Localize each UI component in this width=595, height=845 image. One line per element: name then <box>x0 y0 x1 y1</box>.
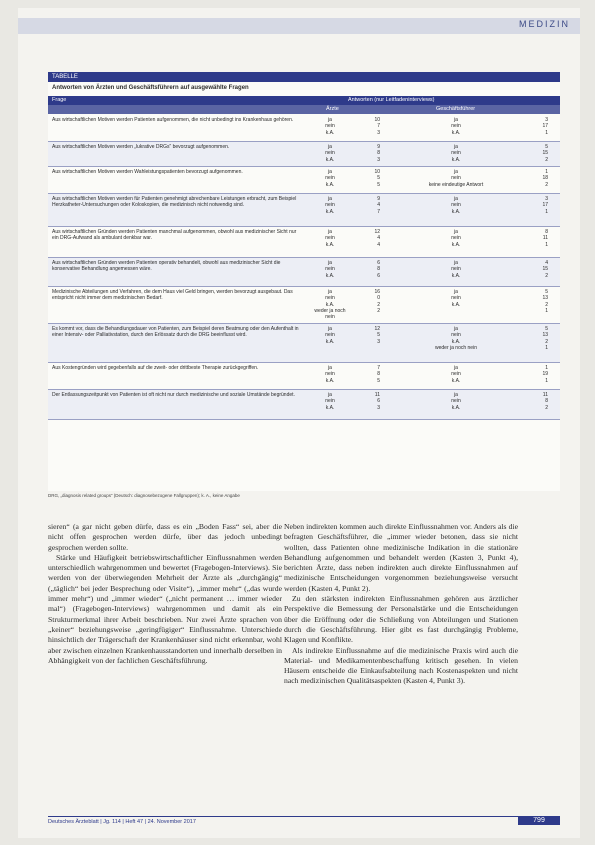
column-header-gf: Geschäftsführer <box>436 106 476 112</box>
question-cell: Aus wirtschaftlichen Gründen werden Patienten operativ behandelt, obwohl aus medizinischer Sicht die konservative Behandlung angemessen wäre. <box>52 260 281 273</box>
aerzte-answer-labels: ja nein k.A. <box>325 196 335 215</box>
gf-answer-labels: ja nein k.A. <box>451 144 461 163</box>
body-column-right <box>284 522 518 687</box>
gf-answer-labels: ja nein k.A. weder ja noch nein <box>435 326 477 351</box>
aerzte-answer-labels: ja nein k.A. <box>325 229 335 248</box>
question-cell: Aus wirtschaftlichen Gründen werden Patienten manchmal aufgenommen, obwohl aus medizinischer Sicht nur ein DRG-Aufwand als ambulant denkbar war. <box>52 229 297 242</box>
aerzte-answer-labels: ja nein k.A. <box>325 365 335 384</box>
gf-answer-counts: 5 13 2 1 <box>542 289 548 314</box>
question-cell: Aus wirtschaftlichen Motiven werden „lukrative DRGs“ bevorzugt aufgenommen. <box>52 144 230 150</box>
table-row <box>48 390 560 420</box>
gf-answer-counts: 5 15 2 <box>542 144 548 163</box>
question-cell: Medizinische Abteilungen und Verfahren, die dem Haus viel Geld bringen, werden bevorzugt ausgebaut. Das entspricht nicht immer dem medizinischen Bedarf. <box>52 289 293 302</box>
aerzte-answer-counts: 10 7 3 <box>374 117 380 136</box>
gf-answer-counts: 3 17 1 <box>542 117 548 136</box>
table-row <box>48 142 560 167</box>
aerzte-answer-labels: ja nein k.A. <box>325 392 335 411</box>
question-cell: Aus wirtschaftlichen Motiven werden für Patienten genehmigt abrechenbare Leistungen erbracht, zum Beispiel Herzkatheter-Untersuchungen oder Koloskopien, die medizinisch nicht notwendig sind. <box>52 196 297 209</box>
gf-answer-labels: ja nein k.A. <box>451 392 461 411</box>
table-header-row <box>48 96 560 105</box>
question-cell: Aus Kostengründen wird gegebenfalls auf die zweit- oder drittbeste Therapie zurückgegriffen. <box>52 365 259 371</box>
aerzte-answer-counts: 16 0 2 2 <box>374 289 380 314</box>
gf-answer-labels: ja nein k.A. <box>451 117 461 136</box>
aerzte-answer-labels: ja nein k.A. <box>325 326 335 345</box>
gf-answer-labels: ja nein k.A. <box>451 289 461 308</box>
journal-citation: Deutsches Ärzteblatt | Jg. 114 | Heft 47 | 24. November 2017 <box>48 819 196 825</box>
gf-answer-counts: 1 18 2 <box>542 169 548 188</box>
question-cell: Der Entlassungszeitpunkt von Patienten ist oft nicht nur durch medizinische und soziale Umstände begründet. <box>52 392 295 398</box>
column-header-aerzte: Ärzte <box>326 106 339 112</box>
gf-answer-labels: ja nein keine eindeutige Antwort <box>428 169 484 188</box>
results-table <box>48 72 560 491</box>
question-cell: Aus wirtschaftlichen Motiven werden Wahleistungspatienten bevorzugt aufgenommen. <box>52 169 243 175</box>
aerzte-answer-counts: 12 4 4 <box>374 229 380 248</box>
table-row <box>48 324 560 363</box>
aerzte-answer-labels: ja nein k.A. <box>325 169 335 188</box>
top-bar <box>18 18 580 34</box>
gf-answer-counts: 5 13 2 1 <box>542 326 548 351</box>
aerzte-answer-counts: 6 8 6 <box>377 260 380 279</box>
section-label: MEDIZIN <box>519 19 570 29</box>
column-header-question: Frage <box>52 97 67 103</box>
body-column-left <box>48 522 282 666</box>
table-footnote: DRG, „diagnosis related groups“ (Deutsch: diagnosebezogene Fallgruppen); k. A., keine Angabe <box>48 493 240 498</box>
gf-answer-labels: ja nein k.A. <box>451 196 461 215</box>
body-paragraph: Stärke und Häufigkeit betriebswirtschaftlicher Einflussnahmen werden unterschiedlich wahrgenommen und bewertet (Fragebogen-Interviews). Sie werden von der überwiegenden Mehrheit der Ärzte als „durchgängig“ („täglich“ bei jeder Besprechung oder Visite“), „immer mehr“ („das wurde immer mehr“) und „immer wieder“ („nicht permanent … immer wieder mal“) (Fragebogen-Interviews) wahrgenommen und damit als ein Strukturmerkmal ihrer Arbeit beschrieben. Nur zwei Ärzte sprachen von „keiner“ beziehungsweise „geringfügiger“ Einflussnahme. Unterschiede hinsichtlich der Trägerschaft der Krankenhäuser sind nicht erkennbar, wohl aber zwischen einzelnen Krankenhausstandorten und innerhalb derselben in Abhängigkeit von der fachlichen Geschäftsführung. <box>48 552 282 665</box>
aerzte-answer-counts: 12 5 3 <box>374 326 380 345</box>
gf-answer-counts: 3 17 1 <box>542 196 548 215</box>
body-paragraph: Zu den stärksten indirekten Einflussnahmen gehören aus ärztlicher Perspektive die Bemessung der Personalstärke und die Entscheidungen über die Eröffnung oder die Schließung von Abteilungen und Stationen durch die Geschäftsführung. Hier gibt es fast durchgängig Probleme, Klagen und Konflikte. <box>284 594 518 645</box>
gf-answer-labels: ja nein k.A. <box>451 260 461 279</box>
table-subheader-row <box>48 105 560 114</box>
aerzte-answer-counts: 7 8 5 <box>377 365 380 384</box>
gf-answer-counts: 1 19 1 <box>542 365 548 384</box>
gf-answer-labels: ja nein k.A. <box>451 229 461 248</box>
gf-answer-counts: 11 8 2 <box>542 392 548 411</box>
table-row <box>48 194 560 227</box>
column-header-answers: Antworten (nur Leitfadeninterviews) <box>348 97 435 103</box>
page-number: 799 <box>518 816 560 825</box>
question-cell: Aus wirtschaftlichen Motiven werden Patienten aufgenommen, die nicht unbedingt ins Krankenhaus gehören. <box>52 117 294 123</box>
table-row <box>48 167 560 194</box>
table-row <box>48 258 560 287</box>
gf-answer-labels: ja nein k.A. <box>451 365 461 384</box>
aerzte-answer-labels: ja nein k.A. weder ja noch nein <box>314 289 346 321</box>
table-row <box>48 287 560 324</box>
body-paragraph: Neben indirekten kommen auch direkte Einflussnahmen vor. Anders als die befragten Geschäftsführer, die „immer wieder betonen, dass sie nicht wollten, dass Patienten ohne medizinische Indikation in die stationäre Behandlung aufgenommen und behandelt werden (Kasten 3, Punkt 4), berichten Ärzte, dass neben indirekten auch direkte Einflussnahmen auf medizinische Entscheidungen vorgenommen beziehungsweise versucht werden (Kasten 4, Punkt 2). <box>284 522 518 593</box>
aerzte-answer-counts: 10 5 5 <box>374 169 380 188</box>
body-paragraph: sieren“ (a gar nicht geben dürfe, dass es ein „Boden Fass“ sei, aber die nicht offen gesprochen werden dürfe, über das jedoch unbedingt gesprochen werden sollte. <box>48 522 282 552</box>
gf-answer-counts: 4 15 2 <box>542 260 548 279</box>
aerzte-answer-labels: ja nein k.A. <box>325 117 335 136</box>
table-row <box>48 363 560 390</box>
page-footer <box>48 816 560 825</box>
question-cell: Es kommt vor, dass die Behandlungsdauer von Patienten, zum Beispiel deren Beatmung oder den Aufenthalt in einer Intensiv- oder Palliativstation, durch den Erlössatz durch die DRG beeinflusst wird. <box>52 326 299 339</box>
gf-answer-counts: 8 11 1 <box>542 229 548 248</box>
aerzte-answer-labels: ja nein k.A. <box>325 260 335 279</box>
table-row <box>48 227 560 258</box>
aerzte-answer-counts: 9 4 7 <box>377 196 380 215</box>
aerzte-answer-counts: 9 8 3 <box>377 144 380 163</box>
table-row <box>48 115 560 142</box>
body-paragraph: Als indirekte Einflussnahme auf die medizinische Praxis wird auch die Material- und Medikamentenbeschaffung kritisch gesehen. In vielen Häusern entscheide die Einkaufsabteilung nach Kostenaspekten und nicht nach medizinischen Qualitätsaspekten (Kasten 4, Punkt 3). <box>284 645 518 686</box>
aerzte-answer-counts: 11 6 3 <box>374 392 380 411</box>
table-tag: TABELLE <box>48 73 560 82</box>
aerzte-answer-labels: ja nein k.A. <box>325 144 335 163</box>
table-title: Antworten von Ärzten und Geschäftsführern auf ausgewählte Fragen <box>52 85 249 91</box>
